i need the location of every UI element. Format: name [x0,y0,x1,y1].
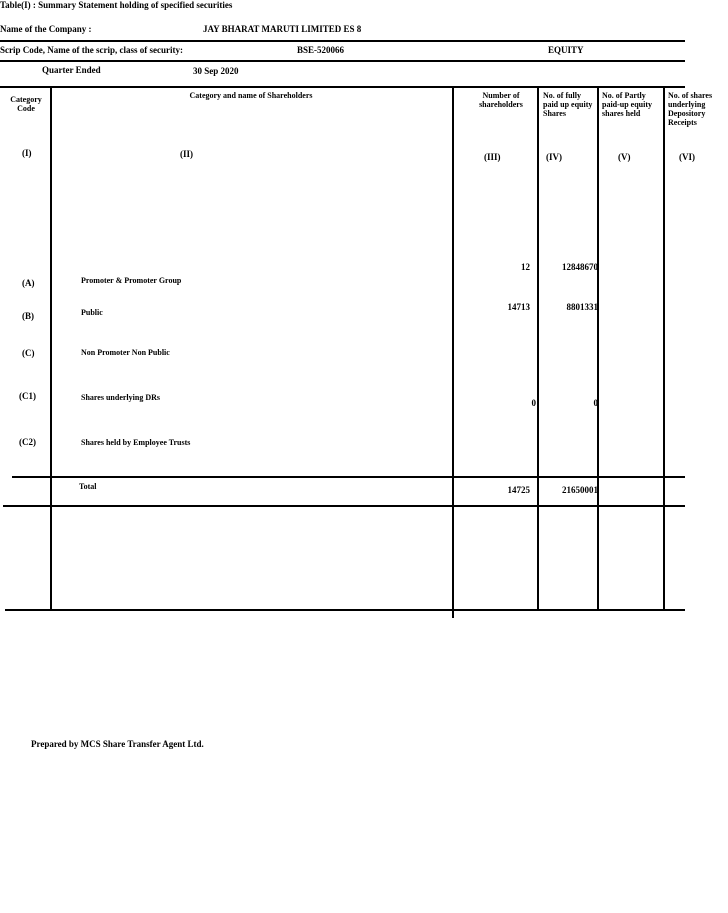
total-bottom-rule [3,505,685,507]
total-top-rule [12,476,685,478]
table-bottom-rule [5,609,685,611]
roman-i: (I) [22,148,32,158]
col-divider-1 [50,88,52,610]
total-shares: 21650001 [562,485,598,495]
company-name: JAY BHARAT MARUTI LIMITED ES 8 [203,24,362,34]
total-label: Total [79,482,97,491]
document-title: Table(I) : Summary Statement holding of specified securities [0,0,233,10]
quarter-value: 30 Sep 2020 [193,66,239,76]
header-category-code: Category Code [10,95,42,113]
row-holders: 12 [521,262,530,272]
scrip-label: Scrip Code, Name of the scrip, class of security: [0,45,183,55]
roman-iii: (III) [484,152,501,162]
roman-iv: (IV) [546,152,562,162]
row-name: Shares held by Employee Trusts [81,438,191,447]
company-label: Name of the Company : [0,24,92,34]
col-divider-2 [452,88,454,618]
row-shares: 0 [593,398,598,408]
row-shares: 12848670 [562,262,598,272]
scrip-code: BSE-520066 [297,45,345,55]
row-code: (C) [22,348,35,358]
row-name: Shares underlying DRs [81,393,160,402]
header-fully-paid: No. of fully paid up equity Shares [543,91,593,118]
row-name: Public [81,308,103,317]
row-name: Promoter & Promoter Group [81,276,182,285]
total-holders: 14725 [507,485,530,495]
row-code: (A) [22,278,35,288]
roman-vi: (VI) [679,152,695,162]
table-top-rule [0,86,685,88]
rule-top [0,40,685,42]
row-holders: 14713 [507,302,530,312]
rule-scrip [0,60,685,62]
header-shareholders: Number of shareholders [479,91,523,109]
quarter-label: Quarter Ended [42,65,101,75]
col-divider-3 [537,88,539,610]
row-code: (B) [22,311,34,321]
row-code: (C1) [19,391,36,401]
header-depository-receipts: No. of shares underlying Depository Receipts [668,91,713,127]
col-divider-4 [597,88,599,610]
row-holders: 0 [531,398,536,408]
prepared-by: Prepared by MCS Share Transfer Agent Ltd. [31,739,204,749]
col-divider-5 [663,88,665,610]
roman-ii: (II) [180,149,193,159]
row-name: Non Promoter Non Public [81,348,170,357]
row-shares: 8801331 [566,302,598,312]
header-category-name: Category and name of Shareholders [189,91,313,100]
security-class: EQUITY [548,45,584,55]
row-code: (C2) [19,437,36,447]
roman-v: (V) [618,152,631,162]
header-partly-paid: No. of Partly paid-up equity shares held [602,91,653,118]
